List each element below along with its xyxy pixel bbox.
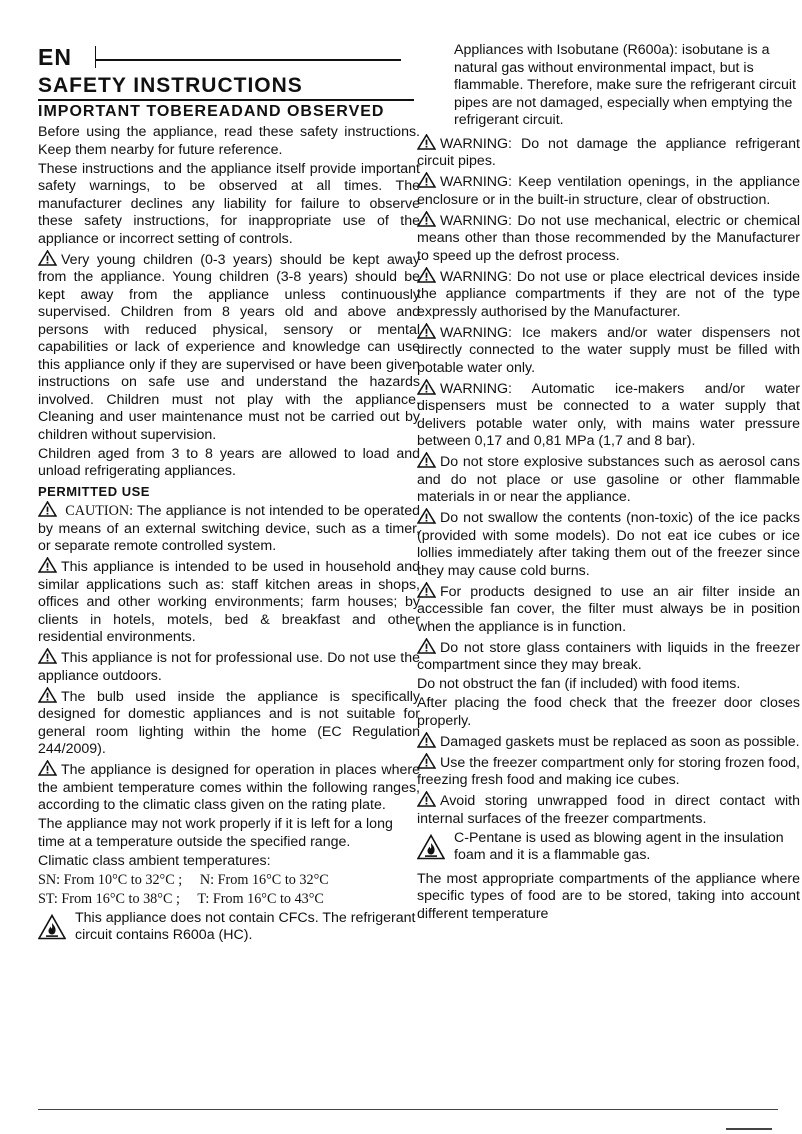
children-loading-paragraph: Children aged from 3 to 8 years are allowed to load and unload refrigerating appliances. [38,445,420,479]
bulb-paragraph [38,687,420,759]
explosives-text: Do not store explosive substances such as aerosol cans and do not place or use gasoline or other flammable materials in or near the appliance. [417,454,800,505]
page-title: SAFETY INSTRUCTIONS [38,74,303,97]
explosives-warning [417,452,800,507]
warning-triangle-icon [417,379,436,395]
bulb-text: The bulb used inside the appliance is specifically designed for domestic appliances and is not suitable for general room lighting within the home (EC Regulation 244/2009). [38,688,420,757]
title-underline [38,99,414,101]
climatic-class-sn-n: SN: From 10°C to 32°C ; N: From 16°C to 32°C [38,871,329,888]
warning-triangle-icon [417,323,436,339]
freezer-door-paragraph: After placing the food check that the freezer door closes properly. [417,695,800,729]
water-supply-warning [417,379,800,451]
air-filter-warning [417,582,800,637]
climatic-class-st-t: ST: From 16°C to 38°C ; T: From 16°C to 43°C [38,890,324,907]
caution-label: CAUTION: [65,503,134,519]
c-pentane-text: C-Pentane is used as blowing agent in the insulation foam and it is a flammable gas. [454,829,784,863]
header-divider-tick [95,46,96,68]
footer-tab-rule [726,1128,772,1130]
cfc-notice-text: This appliance does not contain CFCs. The refrigerant circuit contains R600a (HC). [75,909,416,943]
warning-triangle-icon [417,582,436,598]
fan-paragraph: Do not obstruct the fan (if included) with food items. [417,676,741,692]
language-code: EN [38,44,72,70]
intro-paragraph: Before using the appliance, read these safety instructions. Keep them nearby for future reference. [38,124,420,158]
freezer-use-text: Use the freezer compartment only for storing frozen food, freezing fresh food and making ice cubes. [417,754,800,788]
warning-triangle-icon [417,732,436,748]
flammable-fire-icon [417,834,445,860]
warning-triangle-icon [38,501,57,517]
ice-packs-warning [417,508,800,580]
climatic-class-heading: Climatic class ambient temperatures: [38,852,271,869]
warning-triangle-icon [417,508,436,524]
unwrapped-food-text: Avoid storing unwrapped food in direct contact with internal surfaces of the freezer compartments. [417,793,800,827]
professional-use-text: This appliance is not for professional use. Do not use the appliance outdoors. [38,650,420,684]
glass-containers-text: Do not store glass containers with liquids in the freezer compartment since they may break. [417,639,800,673]
permitted-use-heading: PERMITTED USE [38,483,150,499]
ice-maker-warning [417,323,800,378]
warning-triangle-icon [417,172,436,188]
household-use-text: This appliance is intended to be used in household and similar applications such as: staff kitchen areas in shops, offices and other working environments; farm houses; by clients in hotels, motels, bed & breakfast and other residential environments. [38,559,420,645]
cfc-notice [38,910,420,945]
defrost-text: WARNING: Do not use mechanical, electric or chemical means other than those recommended by the Manufacturer to speed up the defrost process. [417,212,800,264]
warning-triangle-icon [38,250,57,266]
ice-maker-text: WARNING: Ice makers and/or water dispensers not directly connected to the water supply must be filled with potable water only. [417,324,800,376]
glass-containers-warning [417,638,800,675]
air-filter-text: For products designed to use an air filter inside an accessible fan cover, the filter must always be in position when the appliance is in function. [417,583,800,635]
section-subtitle: IMPORTANT TOBEREADAND OBSERVED [38,103,385,120]
children-warning-text: Very young children (0-3 years) should be kept away from the appliance. Young children (3-8 years) should be kept away from the appliance unless continuously supervised. Children from 8 years old and above and persons with reduced physical, sensory or mental capabilities or lack of experience and knowledge can use this appliance only if they are supervised or have been given instructions on safe use and understand the hazards involved. Children must not play with the appliance. Cleaning and user maintenance must not be carried out by children without supervision. [38,251,420,443]
freezer-use-warning [417,753,800,790]
caution-text: The appliance is not intended to be operated by means of an external switching device, such as a timer, or separate remote controlled system. [38,503,420,554]
household-use-paragraph [38,557,420,647]
header-rule [95,59,401,61]
defrost-warning [417,211,800,266]
warning-triangle-icon [417,753,436,769]
warning-triangle-icon [417,211,436,227]
children-warning [38,250,420,445]
c-pentane-notice [417,830,800,865]
warning-triangle-icon [38,687,57,703]
warning-triangle-icon [38,557,57,573]
footer-rule [38,1109,778,1110]
ventilation-warning [417,172,800,209]
flammable-fire-icon [38,914,66,940]
gaskets-text: Damaged gaskets must be replaced as soon as possible. [440,733,800,750]
storage-compartments-paragraph: The most appropriate compartments of the appliance where specific types of food are to be stored, taking into account different temperature [417,870,800,922]
manufacturer-paragraph: These instructions and the appliance itself provide important safety warnings, to be observed at all times. The manufacturer declines any liability for failure to observe these safety instructions, for inappropriate use of the appliance or incorrect setting of controls. [38,160,420,247]
left-column [38,124,420,948]
warning-triangle-icon [38,760,57,776]
electrical-devices-text: WARNING: Do not use or place electrical devices inside the appliance compartments if they are not of the type expressly authorised by the Manufacturer. [417,268,800,320]
out-of-range-paragraph: The appliance may not work properly if it is left for a long time at a temperature outside the specified range. [38,816,393,850]
caution-paragraph [38,501,420,556]
warning-triangle-icon [417,267,436,283]
ventilation-text: WARNING: Keep ventilation openings, in the appliance enclosure or in the built-in structure, clear of obstruction. [417,174,800,208]
ambient-temperature-text: The appliance is designed for operation in places where the ambient temperature comes within the following ranges, according to the climatic class given on the rating plate. [38,762,420,813]
refrigerant-pipes-text: WARNING: Do not damage the appliance refrigerant circuit pipes. [417,135,800,169]
warning-triangle-icon [417,638,436,654]
professional-use-paragraph [38,648,420,685]
warning-triangle-icon [417,452,436,468]
refrigerant-pipes-warning [417,134,800,171]
right-column [417,42,800,925]
electrical-devices-warning [417,267,800,322]
ice-packs-text: Do not swallow the contents (non-toxic) of the ice packs (provided with some models). Do not eat ice cubes or ice lollies immediately after taking them out of the freezer since they may cause cold burns. [417,510,800,579]
isobutane-paragraph: Appliances with Isobutane (R600a): isobutane is a natural gas without environmental impact, but is flammable. Therefore, make sure the refrigerant circuit pipes are not damaged, especially when emptying the refrigerant circuit. [454,42,796,128]
warning-triangle-icon [417,791,436,807]
gaskets-warning [417,732,800,752]
unwrapped-food-warning [417,791,800,828]
ambient-temperature-paragraph [38,760,420,815]
warning-triangle-icon [417,134,436,150]
warning-triangle-icon [38,648,57,664]
water-supply-text: WARNING: Automatic ice-makers and/or water dispensers must be connected to a water supply that delivers potable water only, with mains water pressure between 0,17 and 0,81 MPa (1,7 and 8 bar). [417,380,800,449]
